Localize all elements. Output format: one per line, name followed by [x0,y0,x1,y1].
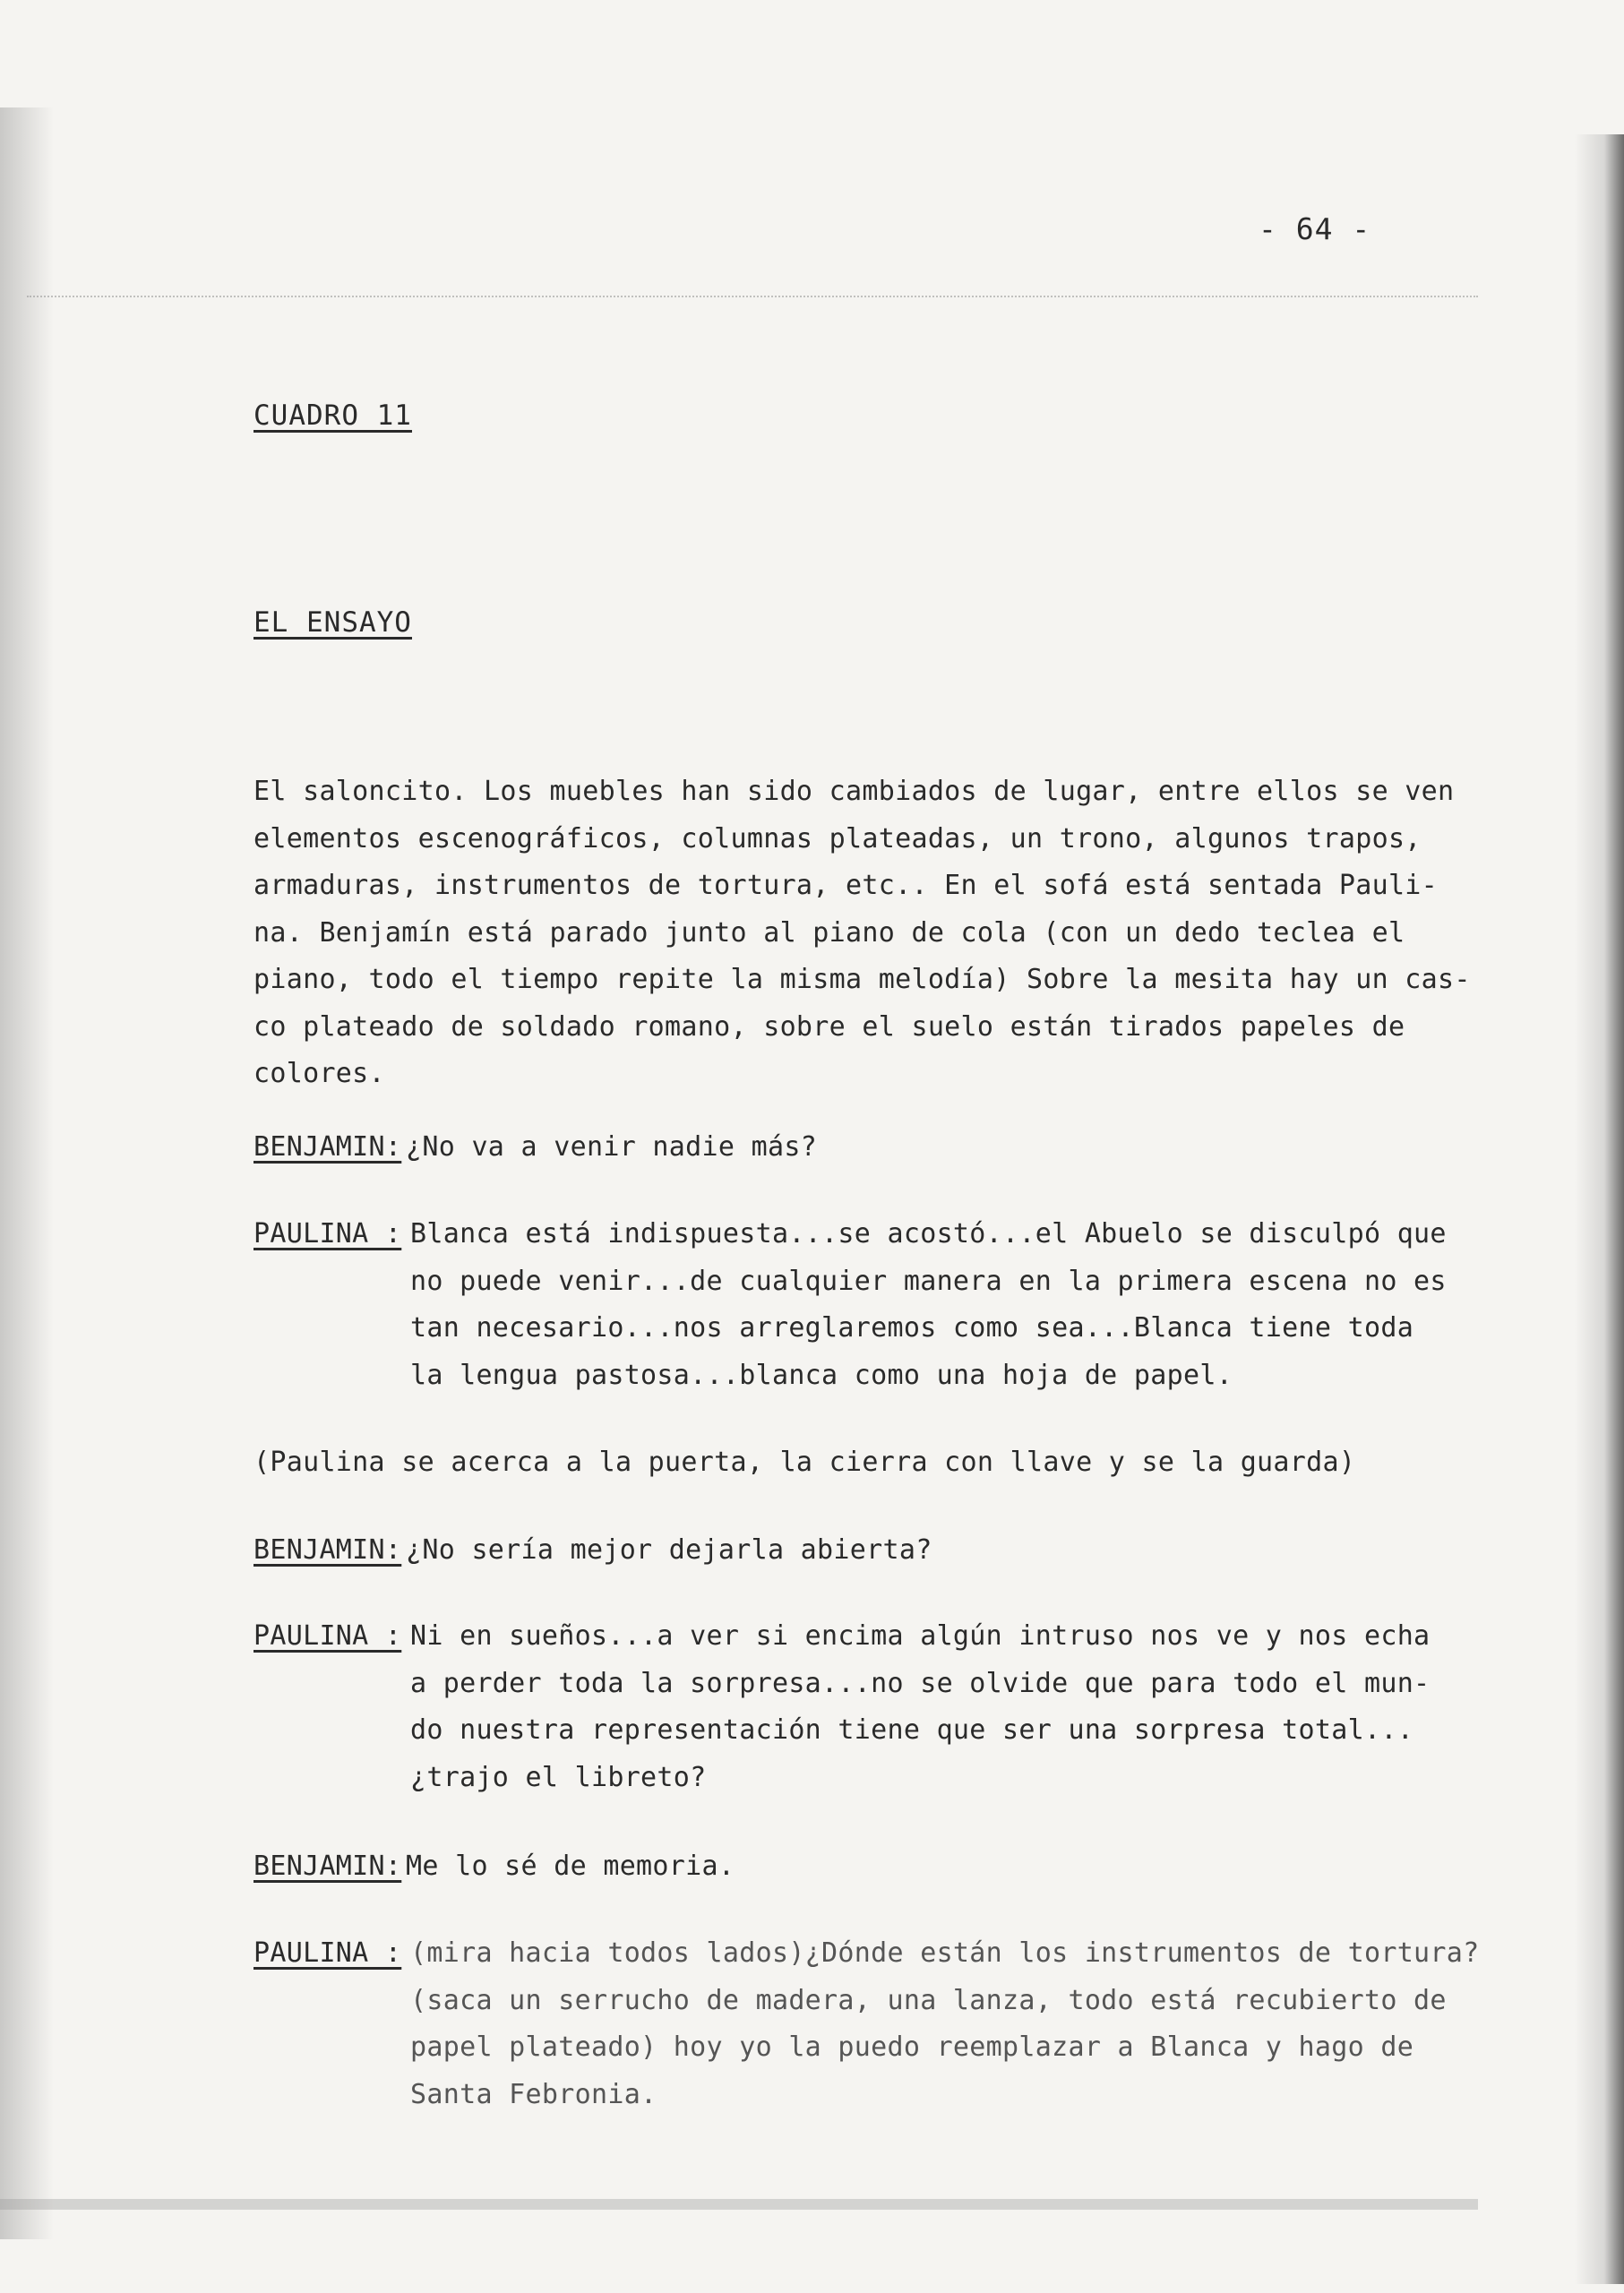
speech-line: Ni en sueños...a ver si encima algún intruso nos ve y nos echa [410,1620,1431,1652]
speech-line: do nuestra representación tiene que ser una sorpresa total... [410,1714,1414,1746]
stage-line: (Paulina se acerca a la puerta, la cierra con llave y se la guarda) [253,1447,1356,1478]
stage-direction-door [253,1439,1418,1487]
speech-line: ¿No va a venir nadie más? [406,1131,818,1163]
speech-text [406,1124,1454,1172]
scene-title-heading: EL ENSAYO [253,606,412,639]
speech-line: Blanca está indispuesta...se acostó...el Abuelo se disculpó que [410,1218,1447,1250]
stage-line: piano, todo el tiempo repite la misma melodía) Sobre la mesita hay un cas- [253,964,1471,995]
scan-artifact-line [27,296,1478,297]
speech-text [406,1527,1454,1575]
speech-line: (saca un serrucho de madera, una lanza, todo está recubierto de [410,1984,1447,2016]
scene-number-heading: CUADRO 11 [253,399,412,432]
scan-shadow-right [1575,134,1624,2284]
speech-text [410,1613,1458,1801]
speech-line: la lengua pastosa...blanca como una hoja de papel. [410,1359,1233,1391]
speaker-name: PAULINA : [253,1937,402,1969]
stage-line: co plateado de soldado romano, sobre el suelo están tirados papeles de [253,1010,1405,1043]
speech-line: ¿trajo el libreto? [410,1761,707,1793]
speaker-name: BENJAMIN: [253,1131,402,1163]
speech-line: tan necesario...nos arreglaremos como sea...Blanca tiene toda [410,1312,1414,1344]
speaker-name: PAULINA : [253,1620,402,1652]
speech-line: ¿No sería mejor dejarla abierta? [406,1534,932,1566]
speaker-name: BENJAMIN: [253,1534,402,1566]
speech-text [410,1211,1458,1399]
speech-text [410,1930,1480,2118]
page-number: - 64 - [1259,211,1371,246]
speech-line: Santa Febronia. [410,2078,657,2110]
stage-line: colores. [253,1058,385,1089]
stage-line: El saloncito. Los muebles han sido cambiados de lugar, entre ellos se ven [253,776,1455,807]
speaker-name: BENJAMIN: [253,1851,402,1882]
speaker-name: PAULINA : [253,1218,402,1250]
speech-text [406,1843,1454,1891]
stage-line: elementos escenográficos, columnas plateadas, un trono, algunos trapos, [253,822,1422,855]
stage-direction-opening [253,769,1471,1098]
speech-line: no puede venir...de cualquier manera en la primera escena no es [410,1265,1447,1297]
speech-line: (mira hacia todos lados)¿Dónde están los instrumentos de tortura? [410,1937,1480,1969]
scan-shadow-left [0,107,54,2239]
scan-artifact-bottom [0,2199,1478,2210]
speech-line: a perder toda la sorpresa...no se olvide que para todo el mun- [410,1667,1431,1699]
stage-line: na. Benjamín está parado junto al piano de cola (con un dedo teclea el [253,916,1405,949]
speech-line: Me lo sé de memoria. [406,1851,735,1882]
speech-line: papel plateado) hoy yo la puedo reemplazar a Blanca y hago de [410,2031,1414,2063]
stage-line: armaduras, instrumentos de tortura, etc.. En el sofá está sentada Pauli- [253,870,1439,901]
